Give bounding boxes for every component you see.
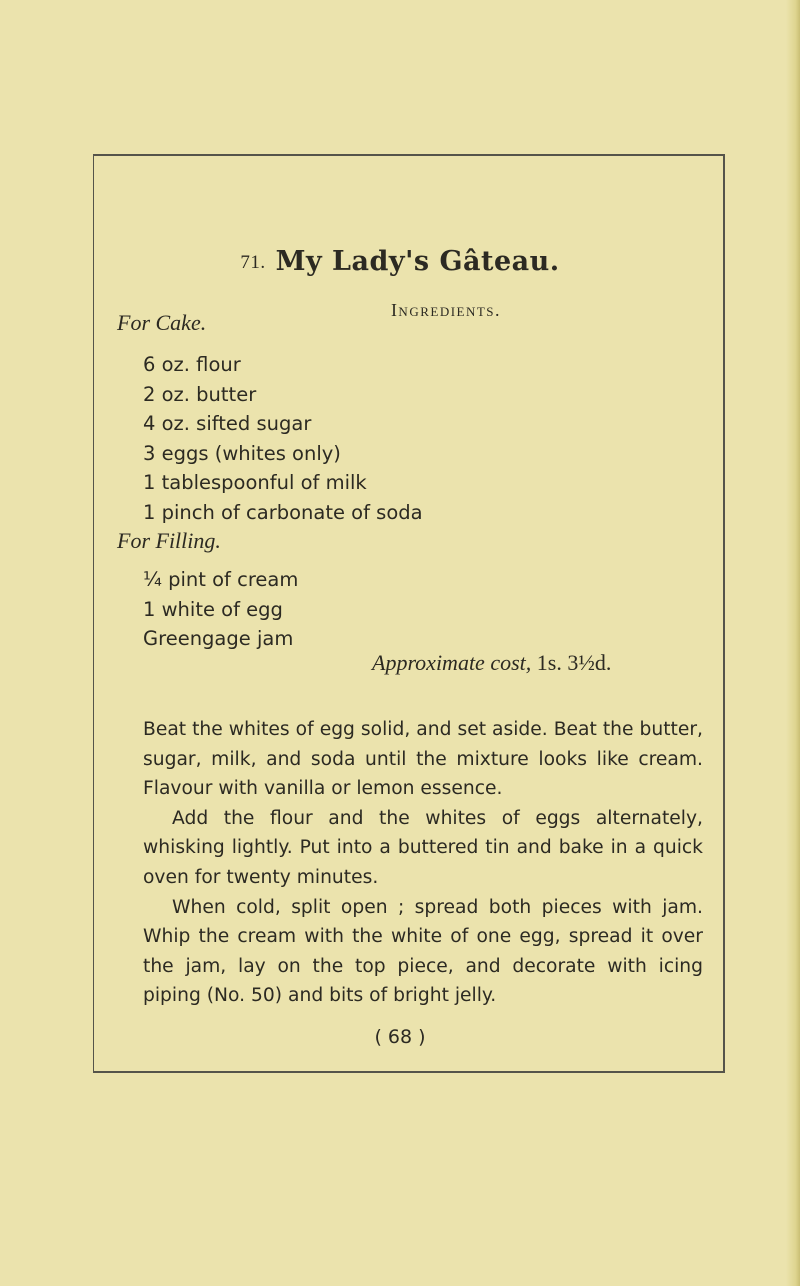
method-paragraph: Beat the whites of egg solid, and set aside. Beat the butter, sugar, milk, and soda until the mixture looks like cream. Flavour with vanilla or lemon essence. — [143, 719, 703, 800]
list-item: 6 oz. flour — [143, 353, 241, 376]
frame-left-rule — [93, 154, 94, 1072]
method-paragraph: When cold, split open ; spread both pieces with jam. Whip the cream with the white of one egg, spread it over the jam, lay on the top piece, and decorate with icing piping (No. 50) and bits of bright jelly. — [143, 896, 703, 1007]
cake-heading: For Cake. — [117, 310, 207, 335]
cost-label: Approximate cost, — [372, 650, 532, 675]
frame-bottom-rule — [93, 1071, 725, 1073]
approximate-cost — [372, 650, 611, 676]
frame-top-rule — [93, 154, 725, 156]
list-item: 1 pinch of carbonate of soda — [143, 500, 423, 524]
list-item: 1 white of egg — [143, 597, 283, 621]
recipe-number: 71. — [240, 252, 266, 273]
list-item: 2 oz. butter — [143, 382, 257, 406]
list-item: ¼ pint of cream — [143, 568, 299, 591]
recipe-title — [0, 246, 800, 278]
page-edge — [786, 0, 800, 1286]
page-number: ( 68 ) — [374, 1026, 426, 1048]
recipe-name: My Lady's Gâteau. — [275, 246, 560, 277]
filling-ingredient-list — [143, 565, 298, 654]
list-item: 4 oz. sifted sugar — [143, 412, 312, 435]
list-item: Greengage jam — [143, 627, 294, 650]
method-text — [143, 715, 703, 1011]
list-item: 1 tablespoonful of milk — [143, 471, 367, 494]
frame-right-rule — [723, 154, 725, 1072]
cake-ingredient-list — [143, 350, 423, 527]
method-paragraph: Add the flour and the whites of eggs alternately, whisking lightly. Put into a buttered tin and bake in a quick oven for twenty minutes. — [143, 807, 703, 888]
filling-heading: For Filling. — [117, 528, 221, 553]
ingredients-heading: Ingredients. — [390, 300, 502, 320]
list-item: 3 eggs (whites only) — [143, 441, 341, 465]
cost-value: 1s. 3½d. — [536, 650, 612, 675]
